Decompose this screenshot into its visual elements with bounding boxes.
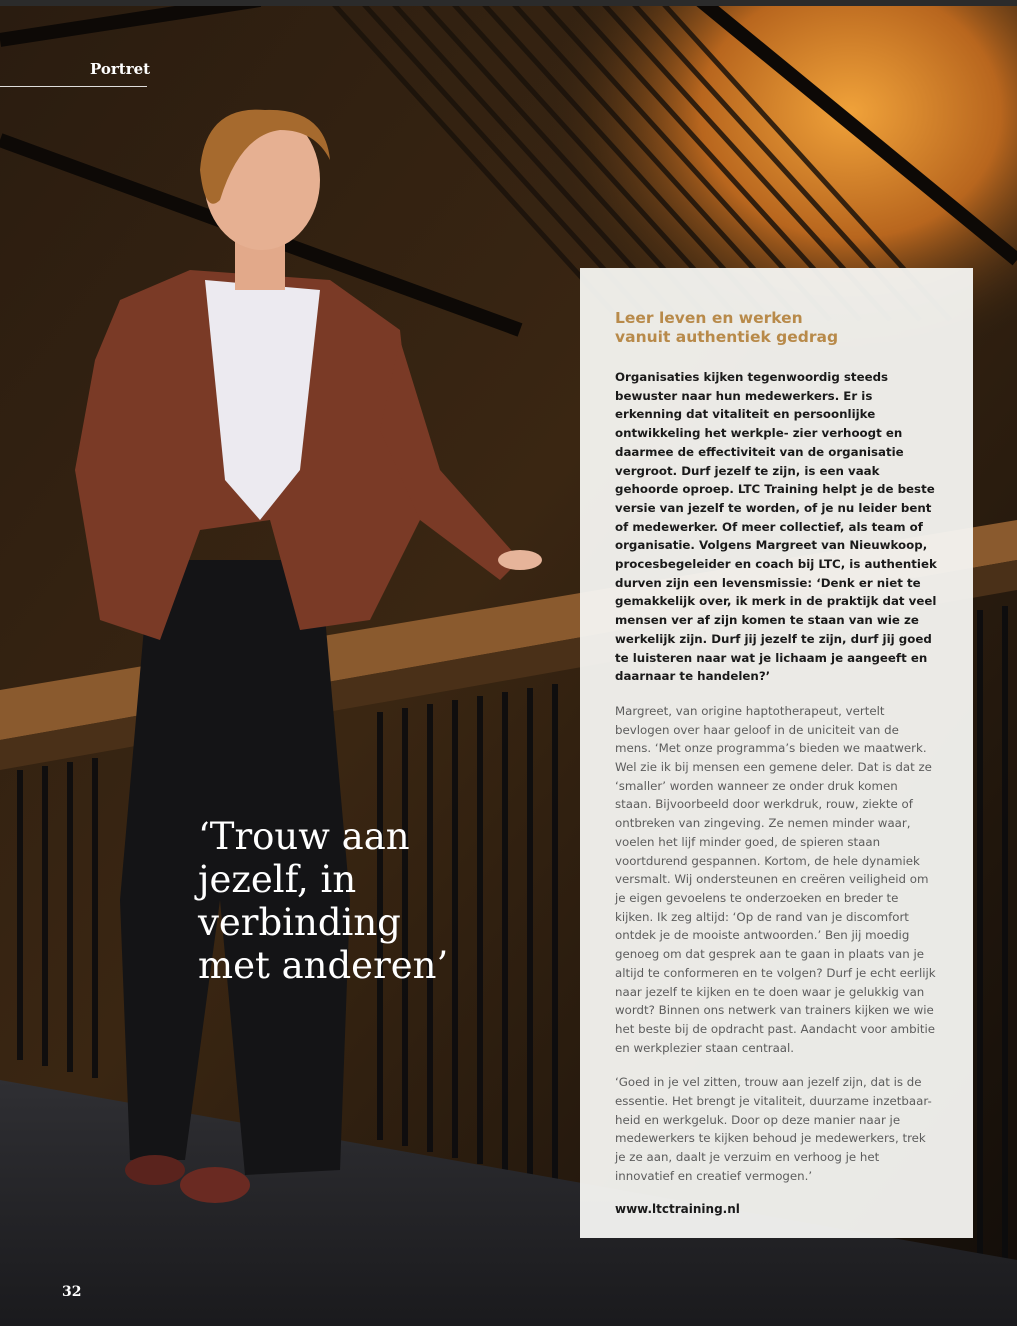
article-title xyxy=(615,309,937,347)
article-body: Margreet, van origine haptotherapeut, vertelt bevlogen over haar geloof in de uniciteit van de mens. ‘Met onze programma’s bieden we maatwerk. Wel zie ik bij mensen een gemene deler. Dat is dat ze ‘smaller’ worden wanneer ze onder druk komen staan. Bijvoorbeeld door werkdruk, rouw, ziekte of ontbreken van zingeving. Ze nemen minder waar, voelen het lijf minder goed, de spieren staan voortdurend gespannen. Kortom, de hele dynamiek versmalt. Wij ondersteunen en creëren veiligheid om je eigen gevoelens te onderzoeken en breder te kijken. Ik zeg altijd: ‘Op de rand van je discomfort ontdek je de mooiste antwoorden.’ Ben jij moedig genoeg om dat gesprek aan te gaan in plaats van je altijd te conformeren en te volgen? Durf je echt eerlijk naar jezelf te kijken en te doen waar je gelukkig van wordt? Binnen ons netwerk van trainers kijken we wie het beste bij de opdracht past. Aandacht voor ambitie en werkplezier staan centraal. xyxy=(615,703,936,1055)
website-link[interactable]: www.ltctraining.nl xyxy=(615,1201,740,1216)
top-bar xyxy=(0,0,1017,6)
article-panel xyxy=(580,268,973,1238)
pull-quote: ‘Trouw aan jezelf, in verbinding met anderen’ xyxy=(198,815,449,987)
page-number: 32 xyxy=(62,1284,82,1300)
article-intro: Organisaties kijken tegenwoordig steeds bewuster naar hun medewerkers. Er is erkenning dat vitaliteit en persoonlijke ontwikkeling het werkple- zier verhoogt en daarmee de effectiviteit van de organisatie vergroot. Durf jezelf te zijn, is een vaak gehoorde oproep. LTC Training helpt je de beste versie van jezelf te worden, of je nu leider bent of medewerker. Of meer collectief, als team of organisatie. Volgens Margreet van Nieuwkoop, procesbegeleider en coach bij LTC, is authentiek durven zijn een levensmissie: ‘Denk er niet te gemakkelijk over, ik merk in de praktijk dat veel mensen ver af zijn komen te staan van wie ze werkelijk zijn. Durf jij jezelf te zijn, durf jij goed te luisteren naar wat je lichaam je aangeeft en daarnaar te handelen?’ xyxy=(615,370,937,684)
article-title-line-1: Leer leven en werken xyxy=(615,309,803,327)
article-title-line-2: vanuit authentiek gedrag xyxy=(615,328,839,346)
section-label: Portret xyxy=(90,60,151,78)
article-body-2: ‘Goed in je vel zitten, trouw aan jezelf zijn, dat is de essentie. Het brengt je vitaliteit, duurzame inzetbaar- heid en werkgeluk. Door op deze manier naar je medewerkers te kijken behoud je medewerkers, trek je ze aan, daalt je verzuim en verhoog je het innovatief en creatief vermogen.’ xyxy=(615,1075,932,1183)
section-rule xyxy=(0,86,147,87)
